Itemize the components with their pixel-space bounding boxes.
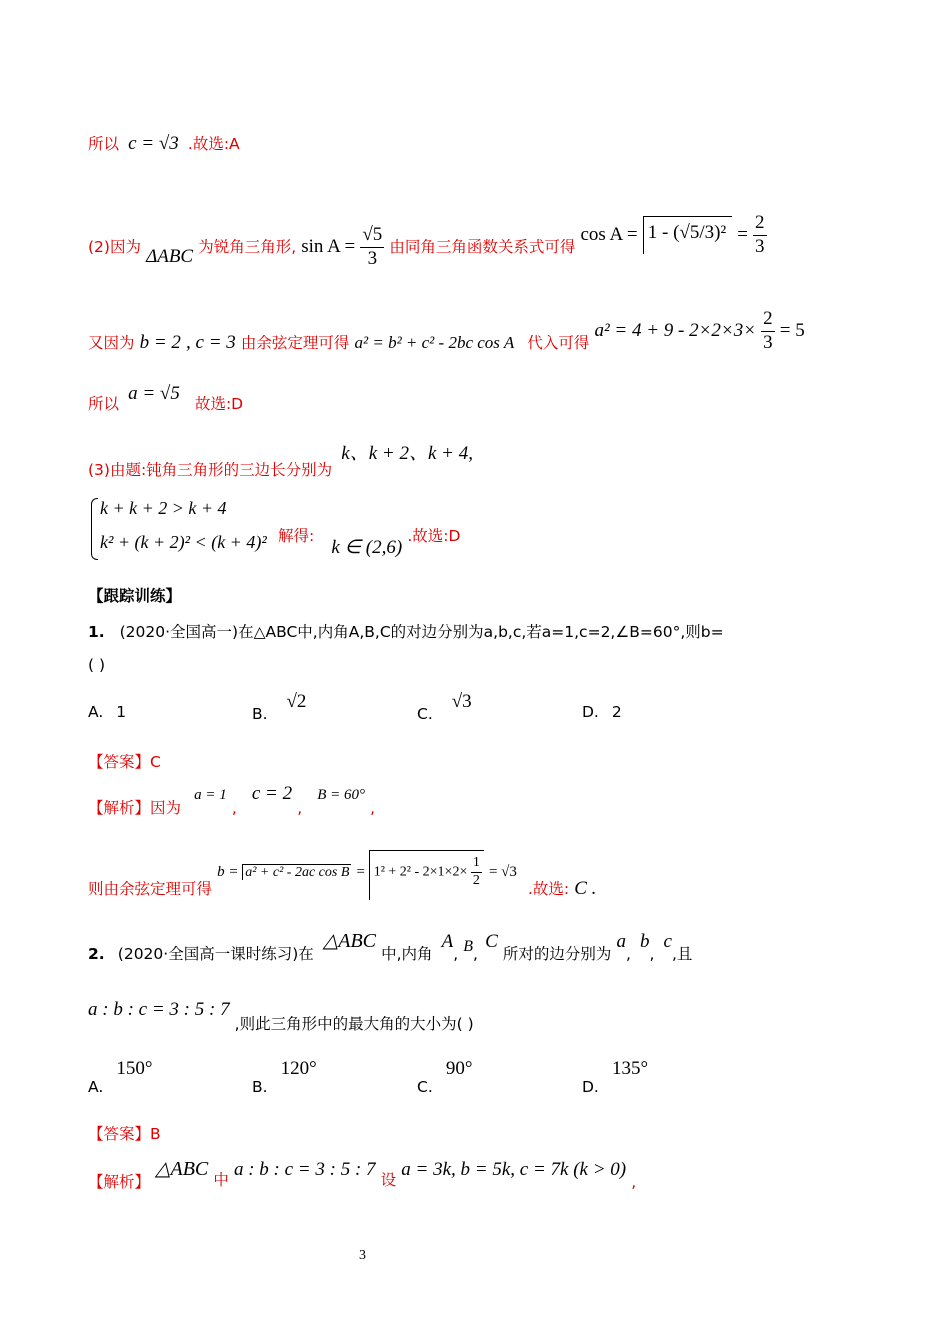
page-number: 3 [359,1248,366,1263]
sqrt-expression-2 [369,850,484,900]
side-b: b [640,931,650,952]
example-line-3 [88,300,805,353]
example-line-1 [88,132,240,155]
fraction [471,855,482,890]
text: 所对的边分别为 [502,945,612,963]
question-2-ratio [88,998,474,1033]
math-expression: cos A = [580,223,638,245]
text: 为锐角三角形, [198,237,297,256]
example-part-2 [88,200,767,269]
math-expression: k ∈ (2,6) [331,537,403,558]
text: 所以 [88,135,120,153]
text: 又因为 [88,333,135,352]
answer-value: C [150,753,161,771]
math-expression: a² = b² + c² - 2bc cos A [354,332,515,352]
answer-label: 【答案】 [88,1125,151,1143]
text: 代入可得 [527,333,590,352]
analysis-label: 【解析】 [88,799,151,817]
text: 故选:D [194,395,244,413]
option-value: 90° [445,1058,473,1079]
math-expression: = 5 [779,319,805,341]
option-label: A. [88,1078,104,1096]
analysis-choice: C . [574,877,597,899]
option-label: B. [252,705,268,723]
text: , [631,1173,637,1191]
option-label: D. [582,1078,599,1096]
math-expression: sin A = [301,235,356,257]
option-c-2 [417,1058,473,1096]
text: 因为 [150,799,182,817]
angle-a: A [441,931,454,952]
math-expression: ΔABC [146,245,194,267]
separator: , [370,799,376,817]
option-a [88,703,126,721]
option-value: 150° [116,1058,153,1079]
math-expression: a² = 4 + 9 - 2×2×3× [594,319,757,341]
example-result [278,524,461,558]
question-1 [88,620,724,642]
question-stem: 在△ABC中,内角A,B,C的对边分别为a,b,c,若a=1,c=2,∠B=60°,则b= [238,623,724,641]
option-label: D. [582,703,599,721]
section-heading: 【跟踪训练】 [88,587,182,605]
text: 中,内角 [381,945,433,963]
text: 中 [213,1171,229,1189]
equals: = [737,223,748,245]
option-d-2 [582,1058,649,1096]
option-value: √3 [451,691,472,712]
text: 则由余弦定理可得 [88,879,213,898]
math-ratio: a : b : c = 3 : 5 : 7 [88,999,230,1020]
text: 设 [380,1171,397,1189]
question-source: (2020·全国高一课时练习)在 [117,945,314,963]
text: .故选:A [187,135,240,153]
fraction [753,212,767,259]
analysis-2 [88,1156,637,1191]
angle-b: B [463,938,474,955]
answer-label: 【答案】 [88,753,151,771]
denominator: 3 [763,331,773,353]
option-value: √2 [286,691,307,712]
question-stem-end: ,则此三角形中的最大角的大小为( ) [234,1015,474,1033]
math-expression: , c = 3 [186,331,236,353]
numerator: 2 [753,212,767,236]
option-c [417,691,472,725]
side-c: c [663,931,672,952]
given-a: a = 1 [194,787,227,803]
denominator: 2 [472,872,480,888]
math-expression: b = [217,863,243,880]
given-c: c = 2 [251,783,293,804]
math-triangle: △ABC [155,1158,209,1180]
separator: , [297,799,303,817]
angle-c: C [485,931,498,952]
numerator: 2 [761,308,775,332]
answer-2 [88,1122,161,1144]
analysis-1-line-2 [88,840,597,899]
numerator: √5 [360,224,384,248]
text: ,且 [671,945,693,963]
option-value: 1 [116,703,127,721]
text: (3)由题:钝角三角形的三边长分别为 [88,461,333,479]
question-number: 2. [88,945,105,963]
answer-1 [88,750,161,772]
fraction [761,308,775,355]
option-label: C. [417,705,433,723]
math-triangle: △ABC [322,930,376,952]
equals: = [356,863,369,880]
option-a-2 [88,1058,153,1096]
question-paren: ( ) [88,656,106,674]
text: (2)因为 [88,237,141,256]
question-source: (2020·全国高一) [119,623,239,641]
sqrt-content: 1² + 2² - 2×1×2× [373,864,468,880]
separator: , [231,799,237,817]
option-b-2 [252,1058,317,1096]
inequality-2: k² + (k + 2)² < (k + 4)² [100,532,267,552]
option-label: C. [417,1078,433,1096]
sqrt-expression: 1 - (√5/3)² [643,216,732,254]
option-b [252,691,307,725]
math-expression: a = 3k, b = 5k, c = 7k (k > 0) [401,1159,627,1180]
example-part-3 [88,438,473,479]
math-expression: c = √3 [128,133,179,154]
math-expression: k、k + 2、k + 4, [341,443,473,464]
example-line-4 [88,382,244,413]
text: 由余弦定理可得 [240,333,350,352]
text: 所以 [88,395,120,413]
side-a: a [616,931,626,952]
math-expression: = √3 [488,863,517,880]
option-value: 120° [280,1058,317,1079]
numerator: 1 [471,855,482,873]
answer-value: B [150,1125,161,1143]
denominator: 3 [367,247,378,269]
text: .故选: [527,879,570,898]
analysis-1-line-1 [88,782,376,817]
sqrt-expression: a² + c² - 2ac cos B [242,864,351,880]
math-expression: a = √5 [128,383,180,404]
system-brace [91,498,98,560]
math-ratio: a : b : c = 3 : 5 : 7 [233,1159,376,1180]
given-b: B = 60° [317,787,366,803]
option-d [582,703,622,721]
inequality-1: k + k + 2 > k + 4 [100,498,227,518]
denominator: 3 [755,235,765,257]
math-expression: b = 2 [139,331,181,353]
option-label: B. [252,1078,268,1096]
text: 解得: [278,527,315,545]
option-label: A. [88,703,104,721]
fraction [360,224,384,271]
text: .故选:D [407,527,461,545]
option-value: 2 [611,703,622,721]
analysis-label: 【解析】 [88,1173,151,1191]
question-2: 2. (2020·全国高一课时练习)在 △ABC 中,内角 A, B, C 所对的边分别为 a, b, c,且 [88,930,693,963]
option-value: 135° [611,1058,649,1079]
text: 由同角三角函数关系式可得 [389,237,576,256]
question-number: 1. [88,623,105,641]
